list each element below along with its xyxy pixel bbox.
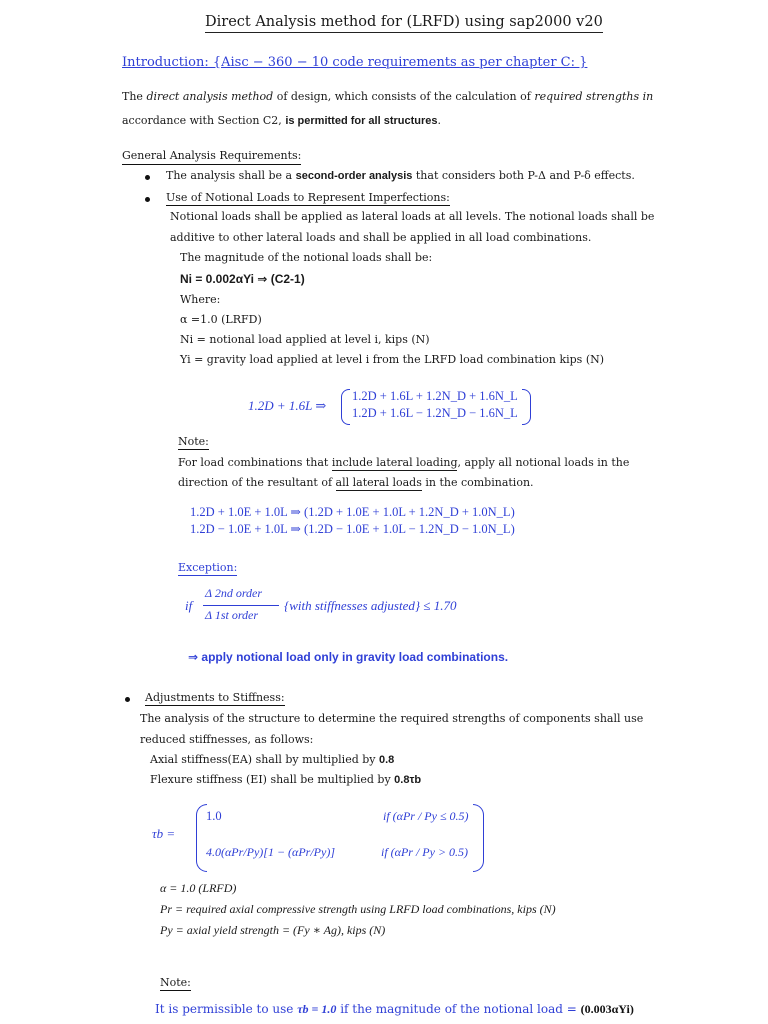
exception-result: ⇒ apply notional load only in gravity load combinations.: [188, 650, 509, 664]
ni-def: Ni = notional load applied at level i, kips (N): [180, 333, 430, 346]
tau-case2: 4.0(αPr/Py)[1 − (αPr/Py)]: [206, 845, 335, 859]
flex-line: [150, 773, 421, 786]
exception-if: if: [185, 598, 193, 613]
exception-cond: {with stiffnesses adjusted} ≤ 1.70: [284, 598, 457, 613]
final-mid: if the magnitude of the notional load =: [340, 1002, 577, 1016]
exception-den: Δ 1st order: [205, 608, 259, 622]
intro-dam: direct analysis method: [146, 90, 274, 103]
exception-num: Δ 2nd order: [205, 586, 263, 600]
b1-post: that considers both P-Δ and P-δ effects.: [415, 169, 635, 182]
tau-lhs: τb =: [152, 826, 176, 841]
note2-label: Note:: [160, 976, 191, 989]
eq-ni: Ni = 0.002αYi ⇒ (C2-1): [180, 272, 305, 286]
notional-magnitude: The magnitude of the notional loads shall be:: [180, 251, 433, 264]
where-label: Where:: [180, 293, 221, 306]
intro-mid: of design, which consists of the calculation of: [276, 90, 531, 103]
intro-heading: Introduction: {Aisc − 360 − 10 code requirements as per chapter C: }: [122, 55, 588, 70]
note1-line1: [178, 456, 629, 469]
final-val: (0.003αYi): [580, 1002, 634, 1016]
stiff-p1: The analysis of the structure to determine the required strengths of components shall use: [140, 712, 644, 725]
note1-t1-pre: For load combinations that: [178, 456, 329, 469]
bullet-1: [145, 175, 150, 180]
tau-case2-cond: if (αPr / Py > 0.5): [381, 845, 469, 859]
eq1-right-paren: [522, 389, 531, 425]
gar-bullet-2: Use of Notional Loads to Represent Imperfections:: [166, 191, 450, 204]
intro-rs: required strengths in: [534, 90, 654, 103]
eq2-row2: 1.2D − 1.0E + 1.0L ⇒ (1.2D − 1.0E + 1.0L − 1.2N_D − 1.0N_L): [190, 522, 515, 536]
notional-text-1: Notional loads shall be applied as lateral loads at all levels. The notional loads shall be: [170, 210, 655, 223]
tau-def-py: Py = axial yield strength = (Fy ∗ Ag), kips (N): [160, 923, 386, 937]
tau-case1-cond: if (αPr / Py ≤ 0.5): [383, 809, 469, 823]
intro-paragraph-line1: [122, 90, 653, 103]
yi-def: Yi = gravity load applied at level i from the LRFD load combination kips (N): [180, 353, 605, 366]
axial-line: [150, 753, 394, 766]
alpha-def: α =1.0 (LRFD): [180, 313, 262, 326]
tau-case1: 1.0: [206, 809, 222, 823]
intro-bold: is permitted for all structures: [285, 115, 438, 127]
note1-label: Note:: [178, 435, 209, 448]
axial-pre: Axial stiffness(EA) shall by multiplied by: [150, 753, 376, 766]
tau-right-paren: [473, 804, 484, 872]
eq2-row1: 1.2D + 1.0E + 1.0L ⇒ (1.2D + 1.0E + 1.0L + 1.2N_D + 1.0N_L): [190, 505, 515, 519]
note1-t2-post: in the combination.: [425, 476, 534, 489]
intro-the: The: [122, 90, 143, 103]
bullet-3: [125, 697, 130, 702]
b1-pre: The analysis shall be a: [166, 169, 293, 182]
axial-val: 0.8: [379, 754, 395, 766]
b1-bold: second-order analysis: [295, 170, 413, 182]
flex-pre: Flexure stiffness (EI) shall be multiplied by: [150, 773, 391, 786]
eq1-line2: 1.2D + 1.6L − 1.2N_D − 1.6N_L: [352, 406, 518, 420]
note1-t1-u: include lateral loading: [331, 456, 458, 469]
intro-line2: accordance with Section C2,: [122, 114, 282, 127]
eq1-left-paren: [341, 389, 350, 425]
bullet-2: [145, 197, 150, 202]
stiff-heading: Adjustments to Stiffness:: [145, 691, 285, 704]
exception-label: Exception:: [178, 561, 238, 574]
eq1-line1: 1.2D + 1.6L + 1.2N_D + 1.6N_L: [352, 389, 518, 403]
note1-t2-pre: direction of the resultant of: [178, 476, 333, 489]
gar-bullet-1: [166, 169, 635, 182]
final-tau: τb = 1.0: [297, 1002, 337, 1016]
exception-fraction-bar: [203, 605, 279, 606]
note1-t2-u: all lateral loads: [335, 476, 422, 489]
eq1-lhs: 1.2D + 1.6L ⇒: [248, 398, 327, 413]
tau-def-pr: Pr = required axial compressive strength using LRFD load combinations, kips (N): [160, 902, 556, 916]
stiff-p2: reduced stiffnesses, as follows:: [140, 733, 314, 746]
notional-text-2: additive to other lateral loads and shall be applied in all load combinations.: [170, 231, 592, 244]
gar-heading: General Analysis Requirements:: [122, 149, 301, 165]
note2-final: [155, 1002, 634, 1017]
note1-line2: [178, 476, 534, 489]
page-title: Direct Analysis method for (LRFD) using sap2000 v20: [205, 14, 603, 33]
tau-def-alpha: α = 1.0 (LRFD): [160, 881, 237, 895]
intro-paragraph-line2: [122, 114, 441, 127]
final-pre: It is permissible to use: [155, 1002, 294, 1016]
intro-end: .: [437, 114, 442, 127]
flex-val: 0.8τb: [394, 774, 422, 786]
note1-t1-post: , apply all notional loads in the: [457, 456, 630, 469]
